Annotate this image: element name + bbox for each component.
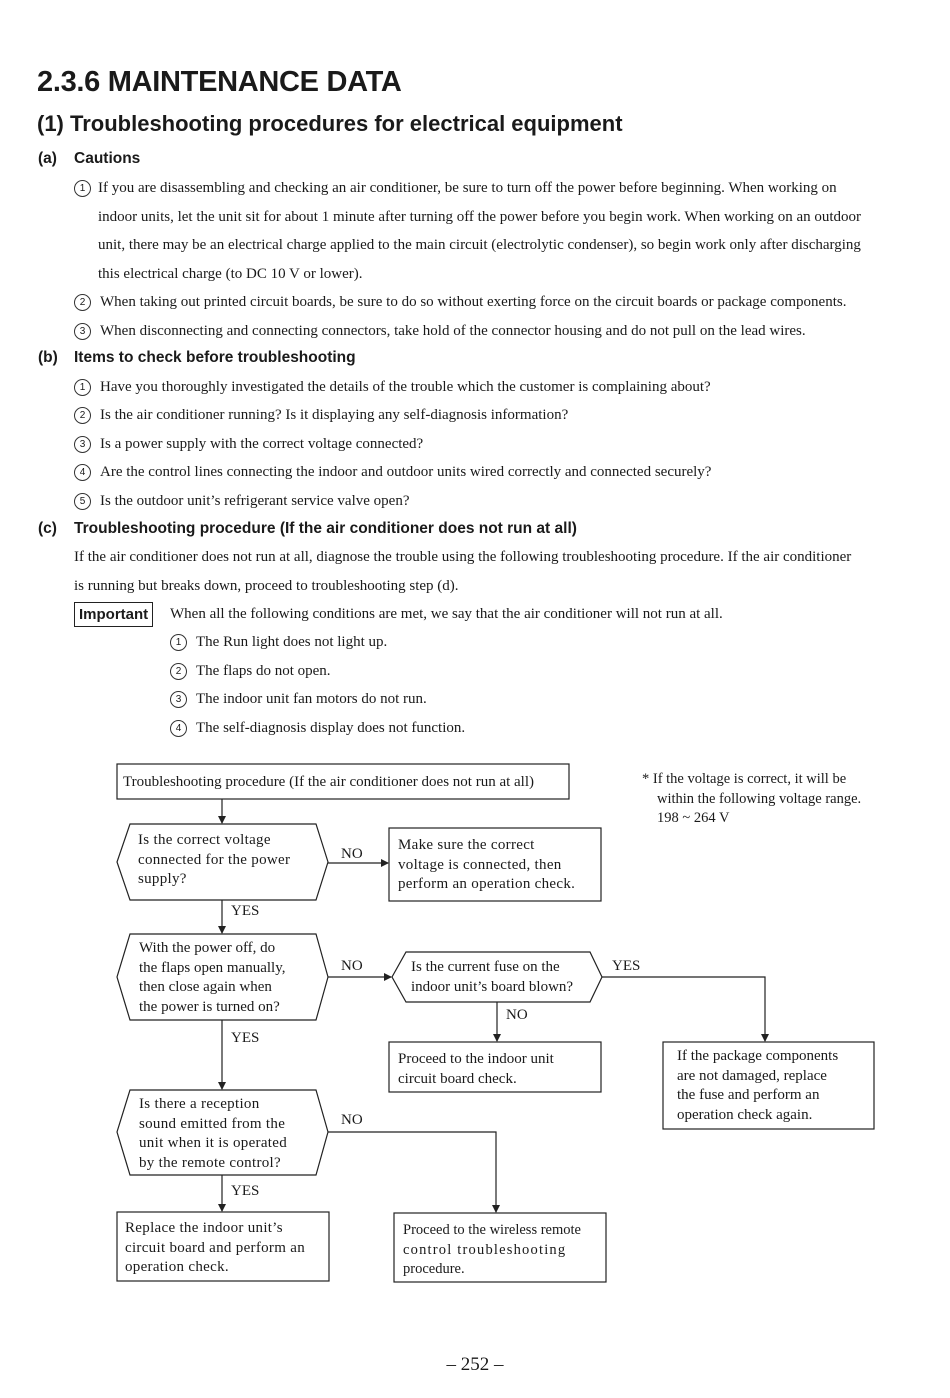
q3-line: Is the current fuse on the bbox=[411, 959, 560, 975]
condition-4-text: The self-diagnosis display does not function. bbox=[196, 720, 466, 736]
note-line-1: * If the voltage is correct, it will be bbox=[642, 771, 847, 787]
a1-line: voltage is connected, then bbox=[398, 856, 562, 873]
a3-yes-text bbox=[677, 1047, 838, 1125]
q2-line: With the power off, do bbox=[139, 940, 276, 956]
a3y-line: operation check again. bbox=[677, 1106, 813, 1123]
caution-1-line-3: unit, there may be an electrical charge applied to the main circuit (electrolytic condenser), so begin work only after discharging bbox=[98, 237, 861, 253]
circled-number: 2 bbox=[74, 407, 91, 424]
check-2-text: Is the air conditioner running? Is it displaying any self-diagnosis information? bbox=[100, 407, 569, 423]
a1-line: Make sure the correct bbox=[398, 837, 535, 853]
circled-number: 3 bbox=[170, 691, 187, 708]
circled-number: 4 bbox=[74, 464, 91, 481]
circled-number: 5 bbox=[74, 493, 91, 510]
q4-line: unit when it is operated bbox=[139, 1135, 288, 1151]
section-a-title: Cautions bbox=[74, 150, 141, 167]
section-c-title: Troubleshooting procedure (If the air conditioner does not run at all) bbox=[74, 520, 577, 537]
a4n-line: control troubleshooting bbox=[403, 1241, 567, 1258]
connector-q3-yes bbox=[602, 977, 765, 1041]
condition-3-text: The indoor unit fan motors do not run. bbox=[196, 691, 427, 707]
subsection-heading: (1) Troubleshooting procedures for electrical equipment bbox=[37, 111, 623, 136]
important-text: When all the following conditions are met, we say that the air conditioner will not run at all. bbox=[170, 606, 723, 622]
circled-number: 2 bbox=[170, 663, 187, 680]
check-5-text: Is the outdoor unit’s refrigerant service valve open? bbox=[100, 493, 410, 509]
note-line-2: within the following voltage range. bbox=[657, 790, 862, 807]
q4-text bbox=[139, 1095, 287, 1173]
label-no: NO bbox=[506, 1007, 528, 1023]
q4-line: by the remote control? bbox=[139, 1154, 281, 1171]
q1-line: supply? bbox=[138, 871, 187, 887]
connector-q4-no bbox=[328, 1132, 496, 1212]
intro-line-1: If the air conditioner does not run at all, diagnose the trouble using the following troubleshooting procedure. If the air conditioner bbox=[74, 549, 852, 565]
check-1-text: Have you thoroughly investigated the details of the trouble which the customer is complaining about? bbox=[100, 379, 711, 395]
q2-line: then close again when bbox=[139, 979, 272, 995]
q1-text bbox=[138, 831, 290, 890]
circled-number: 4 bbox=[170, 720, 187, 737]
caution-3-text: When disconnecting and connecting connectors, take hold of the connector housing and do not pull on the lead wires. bbox=[100, 323, 806, 339]
circled-number: 3 bbox=[74, 323, 91, 340]
check-3-text: Is a power supply with the correct voltage connected? bbox=[100, 436, 424, 452]
a4y-line: circuit board and perform an bbox=[125, 1239, 305, 1256]
a4y-line: operation check. bbox=[125, 1259, 229, 1275]
label-no: NO bbox=[341, 958, 363, 974]
label-yes: YES bbox=[231, 903, 260, 919]
caution-1-line-4: this electrical charge (to DC 10 V or lower). bbox=[98, 265, 363, 282]
a4n-line: procedure. bbox=[403, 1261, 465, 1277]
q4-line: Is there a reception bbox=[139, 1096, 260, 1112]
label-no: NO bbox=[341, 1112, 363, 1128]
a4y-line: Replace the indoor unit’s bbox=[125, 1220, 283, 1236]
intro-line-2: is running but breaks down, proceed to troubleshooting step (d). bbox=[74, 577, 459, 594]
q3-line: indoor unit’s board blown? bbox=[411, 978, 574, 995]
condition-2-text: The flaps do not open. bbox=[196, 663, 331, 679]
flowchart-title: Troubleshooting procedure (If the air conditioner does not run at all) bbox=[123, 774, 535, 790]
important-badge: Important bbox=[74, 602, 153, 627]
check-4-text: Are the control lines connecting the indoor and outdoor units wired correctly and connected securely? bbox=[100, 464, 712, 480]
circled-number: 1 bbox=[74, 379, 91, 396]
q2-line: the flaps open manually, bbox=[139, 959, 286, 976]
q2-text bbox=[139, 939, 285, 1017]
circled-number: 1 bbox=[170, 634, 187, 651]
circled-number: 2 bbox=[74, 294, 91, 311]
section-c-label: (c) bbox=[38, 520, 57, 537]
section-b-title: Items to check before troubleshooting bbox=[74, 349, 356, 366]
q4-line: sound emitted from the bbox=[139, 1115, 286, 1132]
voltage-note bbox=[642, 770, 861, 829]
label-yes: YES bbox=[612, 958, 641, 974]
q1-line: connected for the power bbox=[138, 851, 291, 868]
circled-number: 1 bbox=[74, 180, 91, 197]
a1-no-text bbox=[398, 836, 575, 895]
label-yes: YES bbox=[231, 1183, 260, 1199]
a1-line: perform an operation check. bbox=[398, 876, 576, 892]
page-number: – 252 – bbox=[446, 1354, 504, 1375]
a3y-line: the fuse and perform an bbox=[677, 1087, 820, 1103]
note-line-3: 198 ~ 264 V bbox=[657, 810, 730, 826]
a4-yes-text bbox=[125, 1219, 305, 1278]
caution-1-line-2: indoor units, let the unit sit for about 1 minute after turning off the power before you begin work. When working on an outdoor bbox=[98, 208, 862, 225]
a4-no-text bbox=[403, 1221, 581, 1280]
caution-1-line-1: If you are disassembling and checking an air conditioner, be sure to turn off the power before beginning. When working on bbox=[98, 180, 837, 196]
label-yes: YES bbox=[231, 1030, 260, 1046]
a3y-line: If the package components bbox=[677, 1048, 839, 1064]
a3-line: circuit board check. bbox=[398, 1070, 517, 1087]
q3-text bbox=[411, 958, 573, 997]
q1-line: Is the correct voltage bbox=[138, 832, 271, 848]
a3-line: Proceed to the indoor unit bbox=[398, 1051, 554, 1067]
circled-number: 3 bbox=[74, 436, 91, 453]
a3-no-text bbox=[398, 1050, 554, 1089]
section-heading: 2.3.6 MAINTENANCE DATA bbox=[37, 66, 402, 98]
section-b-label: (b) bbox=[38, 349, 58, 366]
condition-1-text: The Run light does not light up. bbox=[196, 634, 388, 650]
a3y-line: are not damaged, replace bbox=[677, 1067, 827, 1084]
caution-2-text: When taking out printed circuit boards, be sure to do so without exerting force on the circuit boards or package components. bbox=[100, 294, 847, 310]
section-a-label: (a) bbox=[38, 150, 57, 167]
label-no: NO bbox=[341, 846, 363, 862]
a4n-line: Proceed to the wireless remote bbox=[403, 1222, 581, 1238]
q2-line: the power is turned on? bbox=[139, 998, 280, 1015]
